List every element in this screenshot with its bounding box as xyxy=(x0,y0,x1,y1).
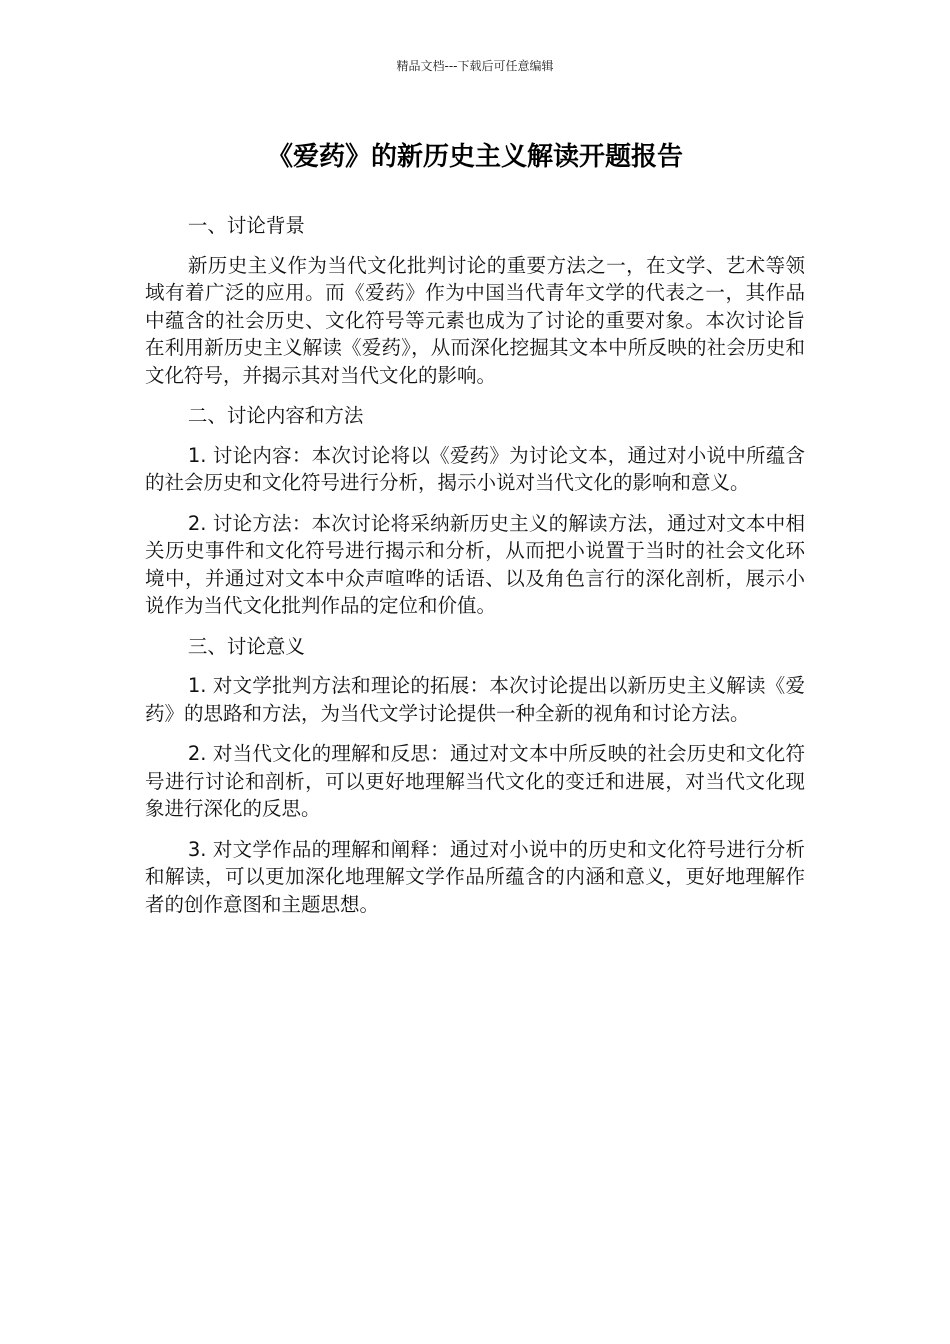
document-body xyxy=(145,212,805,931)
paragraph-method: 2. 讨论方法：本次讨论将采纳新历史主义的解读方法，通过对文本中相关历史事件和文化符号进行揭示和分析，从而把小说置于当时的社会文化环境中，并通过对文本中众声喧哗的话语、以及角色言行的深化剖析，展示小说作为当代文化批判作品的定位和价值。 xyxy=(145,511,805,617)
paragraph-significance-3: 3. 对文学作品的理解和阐释：通过对小说中的历史和文化符号进行分析和解读，可以更加深化地理解文学作品所蕴含的内涵和意义，更好地理解作者的创作意图和主题思想。 xyxy=(145,837,805,916)
section-heading-content-method: 二、讨论内容和方法 xyxy=(187,404,364,427)
section-heading-significance: 三、讨论意义 xyxy=(187,634,305,658)
header-note: 精品文档---下载后可任意编辑 xyxy=(396,59,554,73)
paragraph-content: 1. 讨论内容：本次讨论将以《爱药》为讨论文本，通过对小说中所蕴含的社会历史和文化符号进行分析，揭示小说对当代文化的影响和意义。 xyxy=(145,443,805,494)
document-title: 《爱药》的新历史主义解读开题报告 xyxy=(266,142,683,172)
paragraph-significance-1: 1. 对文学批判方法和理论的拓展：本次讨论提出以新历史主义解读《爱药》的思路和方法，为当代文学讨论提供一种全新的视角和讨论方法。 xyxy=(145,674,805,725)
paragraph-significance-2: 2. 对当代文化的理解和反思：通过对文本中所反映的社会历史和文化符号进行讨论和剖析，可以更好地理解当代文化的变迁和进展，对当代文化现象进行深化的反思。 xyxy=(145,742,805,820)
section-heading-background: 一、讨论背景 xyxy=(187,214,305,237)
paragraph-background: 新历史主义作为当代文化批判讨论的重要方法之一，在文学、艺术等领域有着广泛的应用。而《爱药》作为中国当代青年文学的代表之一，其作品中蕴含的社会历史、文化符号等元素也成为了讨论的重要对象。本次讨论旨在利用新历史主义解读《爱药》，从而深化挖掘其文本中所反映的社会历史和文化符号，并揭示其对当代文化的影响。 xyxy=(145,253,805,387)
